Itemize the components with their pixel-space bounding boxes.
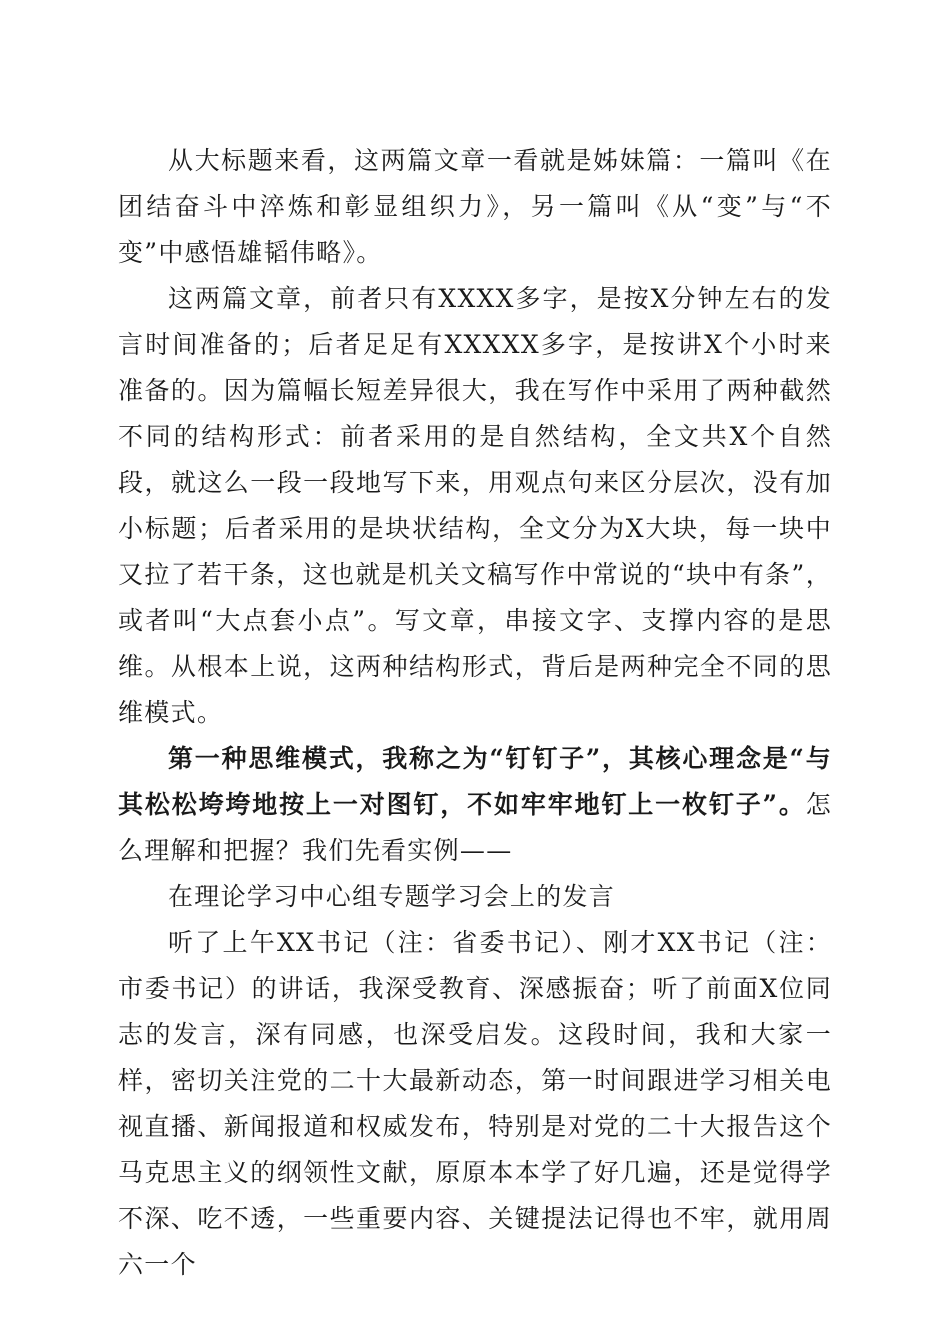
paragraph-intro xyxy=(118,138,832,276)
paragraph-text: 从大标题来看，这两篇文章一看就是姊妹篇：一篇叫《在团结奋斗中淬炼和彰显组织力》，另一篇叫《从“变”与“不变”中感悟雄韬伟略》。 xyxy=(118,146,832,267)
paragraph-first-mode xyxy=(118,736,832,874)
paragraph-text: 在理论学习中心组专题学习会上的发言 xyxy=(168,882,616,911)
document-body xyxy=(118,138,832,1288)
paragraph-text: 听了上午XX书记（注：省委书记）、刚才XX书记（注：市委书记）的讲话，我深受教育、深感振奋；听了前面X位同志的发言，深有同感，也深受启发。这段时间，我和大家一样，密切关注党的二十大最新动态，第一时间跟进学习相关电视直播、新闻报道和权威发布，特别是对党的二十大报告这个马克思主义的纲领性文献，原原本本学了好几遍，还是觉得学不深、吃不透，一些重要内容、关键提法记得也不牢，就用周六一个 xyxy=(118,928,832,1279)
paragraph-bold-text: 第一种思维模式，我称之为“钉钉子”，其核心理念是“与其松松垮垮地按上一对图钉，不如牢牢地钉上一枚钉子”。 xyxy=(118,744,832,819)
paragraph-text: 怎么理解和把握？我们先看实例—— xyxy=(118,790,832,865)
paragraph-text: 这两篇文章，前者只有XXXX多字，是按X分钟左右的发言时间准备的；后者足足有XXXXX多字，是按讲X个小时来准备的。因为篇幅长短差异很大，我在写作中采用了两种截然不同的结构形式：前者采用的是自然结构，全文共X个自然段，就这么一段一段地写下来，用观点句来区分层次，没有加小标题；后者采用的是块状结构，全文分为X大块，每一块中又拉了若干条，这也就是机关文稿写作中常说的“块中有条”，或者叫“大点套小点”。写文章，串接文字、支撑内容的是思维。从根本上说，这两种结构形式，背后是两种完全不同的思维模式。 xyxy=(118,284,832,727)
paragraph-example-body xyxy=(118,920,832,1288)
paragraph-structure xyxy=(118,276,832,736)
example-title xyxy=(118,874,832,920)
